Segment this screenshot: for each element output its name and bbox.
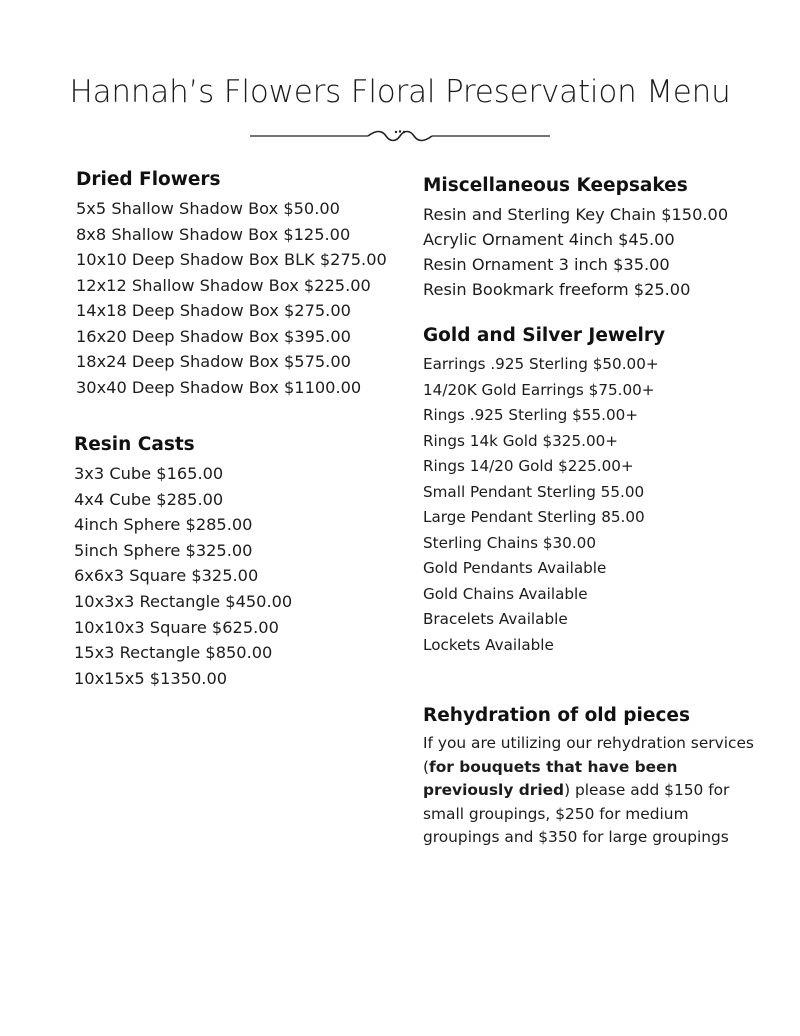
rehydration-description bbox=[423, 732, 763, 850]
list-item: 14/20K Gold Earrings $75.00+ bbox=[423, 380, 655, 399]
list-item: 30x40 Deep Shadow Box $1100.00 bbox=[76, 377, 362, 397]
list-item: Lockets Available bbox=[423, 635, 554, 654]
page-title: Hannah’s Flowers Floral Preservation Menu bbox=[69, 74, 731, 110]
list-item: 10x10 Deep Shadow Box BLK $275.00 bbox=[76, 250, 387, 269]
list-item: 10x3x3 Rectangle $450.00 bbox=[74, 591, 293, 611]
list-item: Gold Chains Available bbox=[423, 584, 588, 603]
list-item: 12x12 Shallow Shadow Box $225.00 bbox=[76, 275, 371, 295]
dried-flowers-heading: Dried Flowers bbox=[76, 169, 221, 190]
jewelry-section bbox=[423, 325, 665, 658]
jewelry-heading: Gold and Silver Jewelry bbox=[423, 325, 666, 346]
list-item: 14x18 Deep Shadow Box $275.00 bbox=[76, 301, 351, 320]
list-item: Resin and Sterling Key Chain $150.00 bbox=[423, 205, 729, 224]
list-item: Small Pendant Sterling 55.00 bbox=[423, 482, 645, 501]
list-item: Rings 14k Gold $325.00+ bbox=[423, 431, 619, 450]
list-item: Sterling Chains $30.00 bbox=[423, 533, 596, 552]
list-item: 5inch Sphere $325.00 bbox=[74, 540, 253, 560]
rehydration-text-before: If you are utilizing our rehydration services ( bbox=[423, 734, 754, 776]
rehydration-section bbox=[423, 705, 763, 850]
dried-flowers-section bbox=[76, 169, 387, 400]
resin-casts-section bbox=[74, 434, 292, 691]
list-item: 18x24 Deep Shadow Box $575.00 bbox=[76, 352, 351, 371]
list-item: 4inch Sphere $285.00 bbox=[74, 515, 253, 535]
resin-casts-list bbox=[74, 461, 292, 691]
list-item: 6x6x3 Square $325.00 bbox=[74, 566, 259, 586]
list-item: Gold Pendants Available bbox=[423, 559, 607, 577]
list-item: Bracelets Available bbox=[423, 610, 568, 628]
list-item: 4x4 Cube $285.00 bbox=[74, 489, 224, 509]
list-item: Earrings .925 Sterling $50.00+ bbox=[423, 355, 659, 373]
rehydration-text-after: ) please add $150 for small groupings, $250 for medium groupings and $350 for large groupings bbox=[423, 781, 730, 846]
list-item: 10x10x3 Square $625.00 bbox=[74, 617, 279, 637]
rehydration-heading: Rehydration of old pieces bbox=[423, 705, 690, 726]
list-item: Resin Bookmark freeform $25.00 bbox=[423, 280, 691, 299]
rehydration-text-bold: for bouquets that have been previously dried bbox=[423, 757, 678, 799]
misc-keepsakes-heading: Miscellaneous Keepsakes bbox=[423, 175, 688, 196]
list-item: 15x3 Rectangle $850.00 bbox=[74, 643, 273, 663]
list-item: Large Pendant Sterling 85.00 bbox=[423, 508, 645, 526]
list-item: Acrylic Ornament 4inch $45.00 bbox=[423, 230, 675, 249]
dried-flowers-list bbox=[76, 196, 387, 400]
list-item: 5x5 Shallow Shadow Box $50.00 bbox=[76, 199, 340, 218]
jewelry-list bbox=[423, 352, 665, 658]
list-item: 3x3 Cube $165.00 bbox=[74, 464, 224, 483]
list-item: Resin Ornament 3 inch $35.00 bbox=[423, 255, 670, 274]
resin-casts-heading: Resin Casts bbox=[74, 434, 195, 455]
list-item: Rings 14/20 Gold $225.00+ bbox=[423, 457, 634, 475]
misc-keepsakes-list bbox=[423, 202, 728, 302]
list-item: 8x8 Shallow Shadow Box $125.00 bbox=[76, 224, 351, 244]
list-item: Rings .925 Sterling $55.00+ bbox=[423, 406, 639, 424]
list-item: 10x15x5 $1350.00 bbox=[74, 668, 228, 688]
list-item: 16x20 Deep Shadow Box $395.00 bbox=[76, 326, 351, 346]
misc-keepsakes-section bbox=[423, 175, 728, 302]
ornamental-divider bbox=[250, 128, 550, 144]
